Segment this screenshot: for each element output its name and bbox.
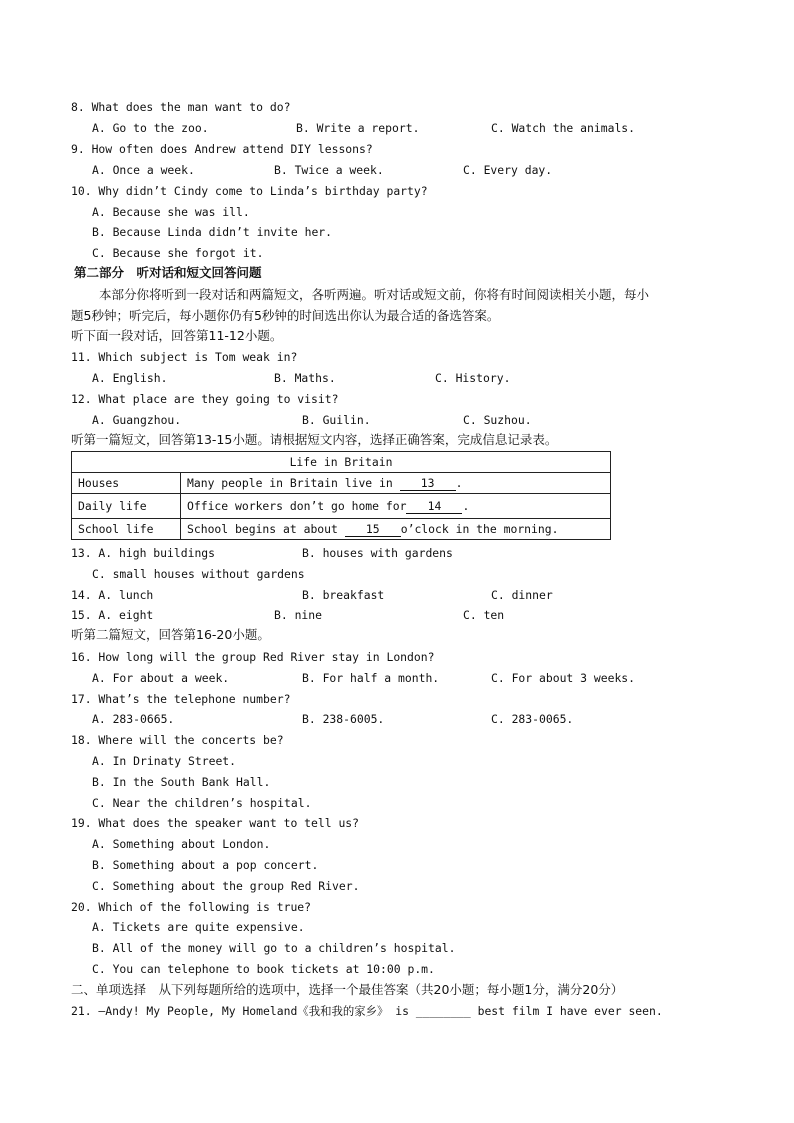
q20-option-c: C. You can telephone to book tickets at 10:00 p.m.	[92, 962, 435, 976]
q13-option-b: B. houses with gardens	[302, 546, 453, 560]
q8-option-b: B. Write a report.	[296, 121, 420, 135]
row-text: Many people in Britain live in	[187, 475, 400, 490]
q20-option-a: A. Tickets are quite expensive.	[92, 920, 305, 934]
part2-instruction-line1: 本部分你将听到一段对话和两篇短文，各听两遍。听对话或短文前，你将有时间阅读相关小题，每小	[99, 287, 650, 302]
q14-option-c: C. dinner	[491, 588, 553, 602]
dialogue-intro: 听下面一段对话，回答第11-12小题。	[71, 328, 283, 343]
q12-option-b: B. Guilin.	[302, 413, 371, 427]
q16-option-a: A. For about a week.	[92, 671, 230, 685]
q11-option-a: A. English.	[92, 371, 168, 385]
part2-instruction-line2: 题5秒钟；听完后，每小题你仍有5秒钟的时间选出你认为最合适的备选答案。	[71, 308, 500, 323]
section2-heading: 二、单项选择 从下列每题所给的选项中，选择一个最佳答案（共20小题；每小题1分，满分20分）	[71, 982, 624, 997]
q18-option-b: B. In the South Bank Hall.	[92, 775, 271, 789]
question-18-stem: 18. Where will the concerts be?	[71, 733, 284, 747]
q8-option-c: C. Watch the animals.	[491, 121, 636, 135]
q8-option-a: A. Go to the zoo.	[92, 121, 209, 135]
q10-option-b: B. Because Linda didn’t invite her.	[92, 225, 333, 239]
q17-option-c: C. 283-0065.	[491, 712, 574, 726]
passage2-intro: 听第二篇短文，回答第16-20小题。	[71, 627, 270, 642]
q12-option-c: C. Suzhou.	[463, 413, 532, 427]
table-row-content	[181, 494, 611, 519]
question-20-stem: 20. Which of the following is true?	[71, 900, 312, 914]
q10-option-c: C. Because she forgot it.	[92, 246, 264, 260]
table-row-label: Daily life	[72, 494, 181, 519]
question-19-stem: 19. What does the speaker want to tell us?	[71, 816, 360, 830]
info-record-table	[71, 451, 611, 540]
q10-option-a: A. Because she was ill.	[92, 205, 250, 219]
question-12-stem: 12. What place are they going to visit?	[71, 392, 339, 406]
q16-option-b: B. For half a month.	[302, 671, 440, 685]
part2-heading: 第二部分 听对话和短文回答问题	[74, 265, 262, 280]
q17-option-b: B. 238-6005.	[302, 712, 385, 726]
table-title: Life in Britain	[72, 452, 611, 473]
question-9-stem: 9. How often does Andrew attend DIY lessons?	[71, 142, 373, 156]
q14-option-b: B. breakfast	[302, 588, 385, 602]
question-13-stem: 13. A. high buildings	[71, 546, 216, 560]
blank-13: 13	[400, 476, 456, 491]
question-14-stem: 14. A. lunch	[71, 588, 154, 602]
blank-14: 14	[406, 499, 462, 514]
q12-option-a: A. Guangzhou.	[92, 413, 182, 427]
blank-15: 15	[345, 522, 401, 537]
q19-option-a: A. Something about London.	[92, 837, 271, 851]
table-row	[72, 494, 611, 519]
question-8-stem: 8. What does the man want to do?	[71, 100, 291, 114]
q19-option-c: C. Something about the group Red River.	[92, 879, 360, 893]
row-text-end: .	[462, 498, 470, 513]
question-10-stem: 10. Why didn’t Cindy come to Linda’s birthday party?	[71, 184, 428, 198]
question-15-stem: 15. A. eight	[71, 608, 154, 622]
q20-option-b: B. All of the money will go to a children’s hospital.	[92, 941, 456, 955]
q11-option-c: C. History.	[435, 371, 511, 385]
row-text-end: .	[455, 475, 463, 490]
q15-option-b: B. nine	[274, 608, 323, 622]
q16-option-c: C. For about 3 weeks.	[491, 671, 636, 685]
table-row-content	[181, 519, 611, 540]
q11-option-b: B. Maths.	[274, 371, 336, 385]
table-row-label: School life	[72, 519, 181, 540]
q18-option-c: C. Near the children’s hospital.	[92, 796, 312, 810]
passage1-intro: 听第一篇短文，回答第13-15小题。请根据短文内容，选择正确答案，完成信息记录表。	[71, 432, 558, 447]
question-16-stem: 16. How long will the group Red River stay in London?	[71, 650, 435, 664]
row-text: School begins at about	[187, 521, 345, 536]
table-row	[72, 473, 611, 494]
q17-option-a: A. 283-0665.	[92, 712, 175, 726]
table-row-content	[181, 473, 611, 494]
q13-option-c: C. small houses without gardens	[92, 567, 305, 581]
row-text-end: o’clock in the morning.	[400, 521, 559, 536]
q9-option-c: C. Every day.	[463, 163, 553, 177]
row-text: Office workers don’t go home for	[187, 498, 407, 513]
q15-option-c: C. ten	[463, 608, 505, 622]
q19-option-b: B. Something about a pop concert.	[92, 858, 319, 872]
table-row	[72, 519, 611, 540]
question-17-stem: 17. What’s the telephone number?	[71, 692, 291, 706]
table-row-label: Houses	[72, 473, 181, 494]
question-21-stem: 21. —Andy! My People, My Homeland《我和我的家乡》 is ________ best film I have ever seen.	[71, 1004, 663, 1018]
q9-option-b: B. Twice a week.	[274, 163, 384, 177]
q18-option-a: A. In Drinaty Street.	[92, 754, 237, 768]
q9-option-a: A. Once a week.	[92, 163, 195, 177]
question-11-stem: 11. Which subject is Tom weak in?	[71, 350, 298, 364]
